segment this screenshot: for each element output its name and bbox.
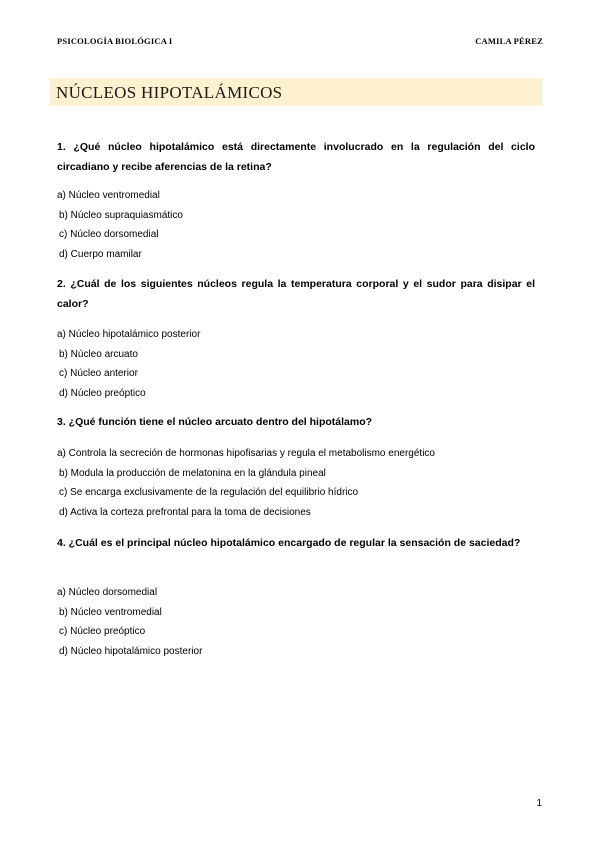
option-1d: d) Cuerpo mamilar <box>59 248 142 260</box>
option-4c: c) Núcleo preóptico <box>59 626 146 637</box>
title-banner <box>50 78 542 106</box>
option-2b: b) Núcleo arcuato <box>59 348 138 360</box>
option-1b: b) Núcleo supraquiasmático <box>59 209 183 221</box>
page-title: NÚCLEOS HIPOTALÁMICOS <box>56 83 283 102</box>
options-3 <box>57 444 537 522</box>
question-1: 1. ¿Qué núcleo hipotalámico está directamente involucrado en la regulación del ciclo circadiano y recibe aferencias de la retina? <box>57 141 535 173</box>
option-4b: b) Núcleo ventromedial <box>59 606 162 618</box>
page-number: 1 <box>536 798 542 809</box>
option-3a: a) Controla la secreción de hormonas hipofisarias y regula el metabolismo energético <box>57 448 435 459</box>
header-author: CAMILA PÉREZ <box>475 36 543 46</box>
options-4 <box>57 583 537 661</box>
header-course: PSICOLOGÍA BIOLÓGICA I <box>57 36 173 46</box>
option-4d: d) Núcleo hipotalámico posterior <box>59 645 203 657</box>
option-2c: c) Núcleo anterior <box>59 368 138 379</box>
option-1a: a) Núcleo ventromedial <box>57 190 160 201</box>
question-2: 2. ¿Cuál de los siguientes núcleos regula la temperatura corporal y el sudor para disipar el calor? <box>57 278 535 310</box>
option-3d: d) Activa la corteza prefrontal para la toma de decisiones <box>59 506 311 518</box>
option-4a: a) Núcleo dorsomedial <box>57 587 158 598</box>
question-4: 4. ¿Cuál es el principal núcleo hipotalámico encargado de regular la sensación de saciedad? <box>57 537 521 549</box>
option-3b: b) Modula la producción de melatonina en la glándula pineal <box>59 467 326 479</box>
option-1c: c) Núcleo dorsomedial <box>59 229 159 240</box>
option-2d: d) Núcleo preóptico <box>59 387 146 399</box>
options-2 <box>57 325 537 403</box>
question-3: 3. ¿Qué función tiene el núcleo arcuato dentro del hipotálamo? <box>57 416 373 428</box>
option-3c: c) Se encarga exclusivamente de la regulación del equilibrio hídrico <box>59 487 359 498</box>
options-1 <box>57 186 537 264</box>
option-2a: a) Núcleo hipotalámico posterior <box>57 329 201 340</box>
